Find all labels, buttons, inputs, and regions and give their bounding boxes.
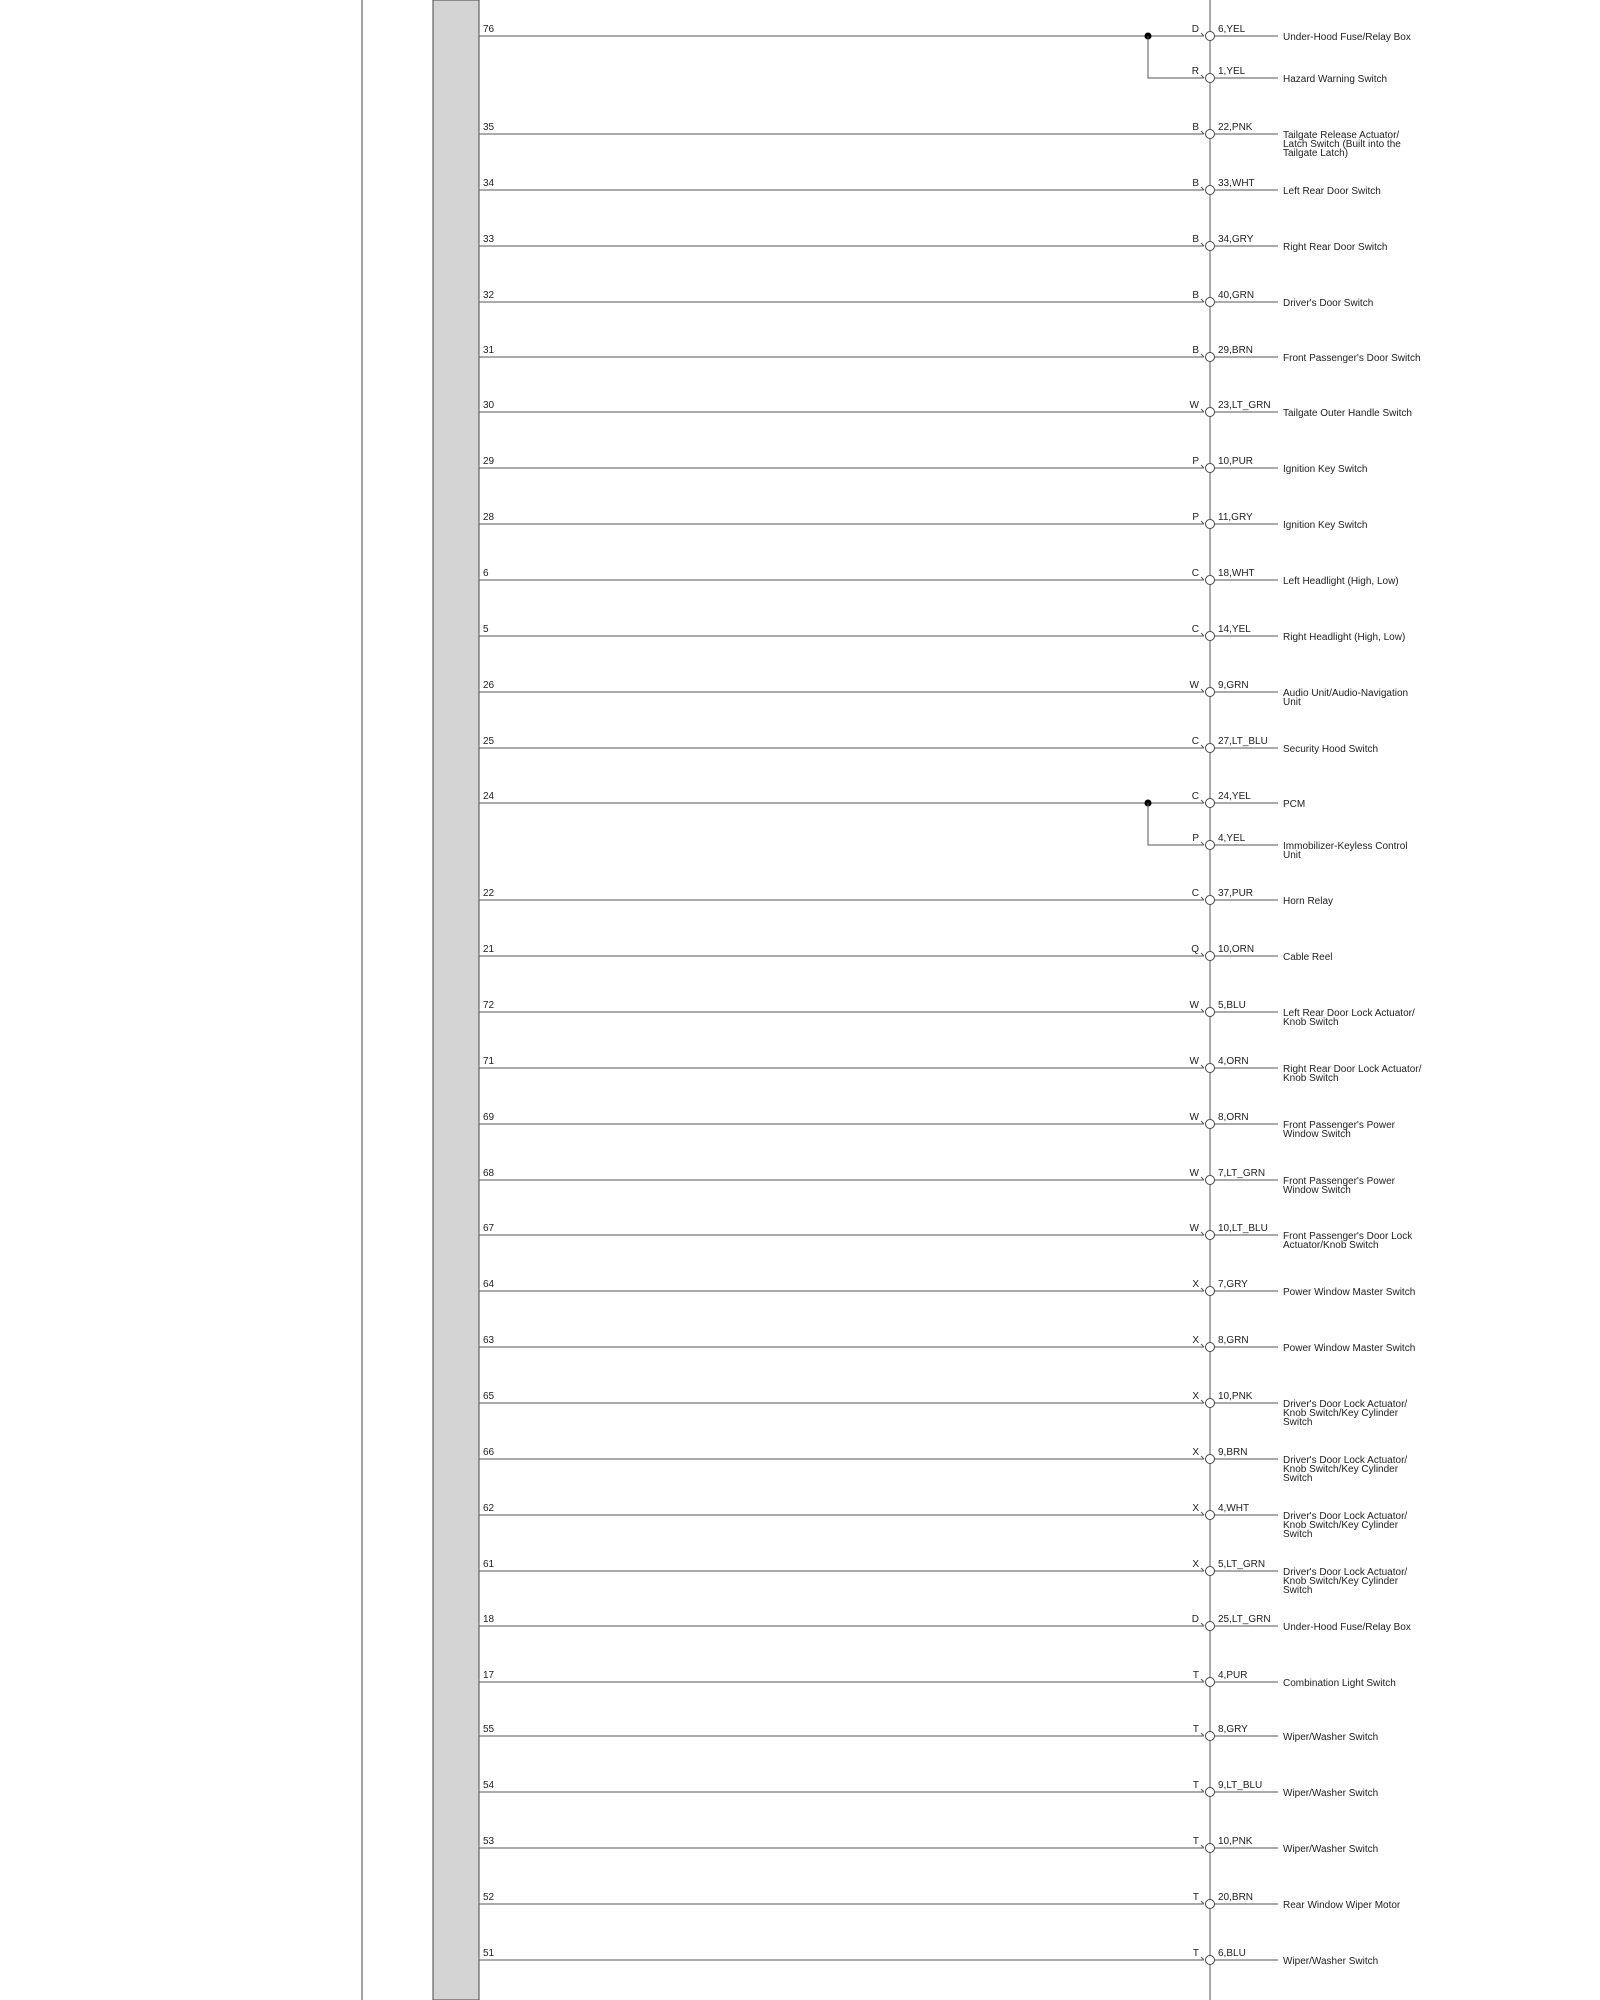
connector-letter: X xyxy=(1192,1447,1199,1458)
destination-line: Wiper/Washer Switch xyxy=(1283,1844,1379,1855)
wire-row xyxy=(479,1000,1415,1028)
connector-letter: D xyxy=(1191,24,1199,35)
connector-letter: C xyxy=(1191,736,1199,747)
destination-line: Driver's Door Switch xyxy=(1283,298,1374,309)
wire-label: 37,PUR xyxy=(1218,888,1254,899)
connector-letter: X xyxy=(1192,1559,1199,1570)
destination-line: Front Passenger's Power xyxy=(1283,1120,1395,1131)
connector-letter: W xyxy=(1189,400,1199,411)
destination-line: Wiper/Washer Switch xyxy=(1283,1732,1379,1743)
connector-letter: D xyxy=(1191,1614,1199,1625)
wire-row xyxy=(479,944,1332,963)
terminal-circle xyxy=(1206,1455,1215,1464)
pin-number: 72 xyxy=(483,1000,495,1011)
terminal-circle xyxy=(1206,1622,1215,1631)
destination-label xyxy=(1283,74,1387,85)
wire-row xyxy=(479,1670,1396,1689)
wire-row xyxy=(479,1112,1396,1140)
destination-line: Ignition Key Switch xyxy=(1283,520,1368,531)
destination-label xyxy=(1283,1622,1411,1633)
wire-row xyxy=(479,24,1411,43)
pin-number: 66 xyxy=(483,1447,495,1458)
wire-label: 8,GRN xyxy=(1218,1335,1249,1346)
wire-label: 8,GRY xyxy=(1218,1724,1248,1735)
destination-label xyxy=(1283,744,1378,755)
destination-label xyxy=(1283,353,1421,364)
pin-number: 31 xyxy=(483,345,495,356)
wire-label: 7,GRY xyxy=(1218,1279,1248,1290)
connector-letter: B xyxy=(1192,122,1199,133)
destination-line: Hazard Warning Switch xyxy=(1283,74,1388,85)
destination-label xyxy=(1283,32,1411,43)
connector-letter: C xyxy=(1191,568,1199,579)
destination-line: Switch xyxy=(1283,1473,1313,1484)
wire-row xyxy=(479,568,1399,587)
pin-number: 5 xyxy=(483,624,489,635)
terminal-circle xyxy=(1206,1064,1215,1073)
wire-row xyxy=(479,624,1405,643)
destination-label xyxy=(1283,1399,1407,1428)
wire-label: 40,GRN xyxy=(1218,290,1255,301)
destination-label xyxy=(1283,688,1408,708)
wire-label: 4,PUR xyxy=(1218,1670,1248,1681)
pin-number: 18 xyxy=(483,1614,495,1625)
destination-line: Front Passenger's Door Switch xyxy=(1283,353,1421,364)
terminal-circle xyxy=(1206,353,1215,362)
wire-row xyxy=(479,1780,1378,1799)
wire-row xyxy=(479,1614,1411,1633)
wire-row xyxy=(479,1724,1378,1743)
destination-label xyxy=(1283,1788,1378,1799)
destination-line: Left Rear Door Switch xyxy=(1283,186,1381,197)
destination-line: Cable Reel xyxy=(1283,952,1333,963)
destination-line: Knob Switch/Key Cylinder xyxy=(1283,1408,1399,1419)
wire-row xyxy=(479,1836,1378,1855)
destination-line: Rear Window Wiper Motor xyxy=(1283,1900,1401,1911)
connector-letter: X xyxy=(1192,1279,1199,1290)
destination-line: Unit xyxy=(1283,697,1301,708)
destination-line: Wiper/Washer Switch xyxy=(1283,1788,1379,1799)
connector-letter: P xyxy=(1192,833,1199,844)
pin-number: 65 xyxy=(483,1391,495,1402)
wire-row xyxy=(479,736,1378,755)
wire-row xyxy=(479,178,1381,197)
wire-row xyxy=(479,512,1368,531)
destination-line: Actuator/Knob Switch xyxy=(1283,1240,1379,1251)
wire-row xyxy=(479,791,1305,810)
terminal-circle xyxy=(1206,1511,1215,1520)
destination-line: Wiper/Washer Switch xyxy=(1283,1956,1379,1967)
pin-number: 32 xyxy=(483,290,495,301)
wire-row xyxy=(479,1503,1407,1540)
terminal-circle xyxy=(1206,841,1215,850)
pin-number: 28 xyxy=(483,512,495,523)
connector-letter: T xyxy=(1192,1836,1199,1847)
wire-label: 7,LT_GRN xyxy=(1218,1168,1266,1179)
pin-number: 30 xyxy=(483,400,495,411)
pin-number: 67 xyxy=(483,1223,495,1234)
wire-label: 27,LT_BLU xyxy=(1218,736,1268,747)
terminal-circle xyxy=(1206,242,1215,251)
terminal-circle xyxy=(1206,520,1215,529)
wire-label: 10,PNK xyxy=(1218,1836,1253,1847)
wire-label: 33,WHT xyxy=(1218,178,1255,189)
destination-line: Window Switch xyxy=(1283,1185,1351,1196)
terminal-circle xyxy=(1206,298,1215,307)
connector-letter: T xyxy=(1192,1780,1199,1791)
destination-line: Knob Switch xyxy=(1283,1017,1339,1028)
connector-letter: X xyxy=(1192,1391,1199,1402)
pin-number: 29 xyxy=(483,456,495,467)
wire-label: 18,WHT xyxy=(1218,568,1255,579)
destination-label xyxy=(1283,242,1387,253)
destination-line: Knob Switch/Key Cylinder xyxy=(1283,1520,1399,1531)
wire-row xyxy=(479,1559,1407,1596)
pin-number: 68 xyxy=(483,1168,495,1179)
connector-letter: C xyxy=(1191,791,1199,802)
destination-line: Left Rear Door Lock Actuator/ xyxy=(1283,1008,1415,1019)
wire-row xyxy=(479,1056,1422,1084)
terminal-circle xyxy=(1206,799,1215,808)
wire-row xyxy=(479,400,1412,419)
connector-letter: T xyxy=(1192,1948,1199,1959)
destination-line: Knob Switch/Key Cylinder xyxy=(1283,1464,1399,1475)
terminal-circle xyxy=(1206,1732,1215,1741)
wire-label: 9,GRN xyxy=(1218,680,1249,691)
terminal-circle xyxy=(1206,464,1215,473)
wire-row xyxy=(479,680,1408,708)
destination-label xyxy=(1283,1176,1396,1196)
terminal-circle xyxy=(1206,1567,1215,1576)
wire-row xyxy=(479,456,1368,475)
wire-row xyxy=(479,1948,1378,1967)
destination-line: Horn Relay xyxy=(1283,896,1334,907)
destination-line: Right Rear Door Switch xyxy=(1283,242,1388,253)
destination-line: Driver's Door Lock Actuator/ xyxy=(1283,1455,1408,1466)
terminal-circle xyxy=(1206,576,1215,585)
destination-label xyxy=(1283,1678,1396,1689)
wire-label: 24,YEL xyxy=(1218,791,1251,802)
connector-letter: X xyxy=(1192,1503,1199,1514)
wire-label: 25,LT_GRN xyxy=(1218,1614,1271,1625)
destination-line: Switch xyxy=(1283,1417,1313,1428)
connector-letter: X xyxy=(1192,1335,1199,1346)
terminal-circle xyxy=(1206,896,1215,905)
wire-row xyxy=(479,122,1401,159)
wire-row xyxy=(479,290,1373,309)
pin-number: 33 xyxy=(483,234,495,245)
connector-letter: Q xyxy=(1191,944,1199,955)
wire-row xyxy=(479,1391,1407,1428)
destination-label xyxy=(1283,130,1401,159)
destination-label xyxy=(1283,1231,1413,1251)
wire-label: 34,GRY xyxy=(1218,234,1254,245)
connector-letter: P xyxy=(1192,512,1199,523)
terminal-circle xyxy=(1206,1844,1215,1853)
destination-label xyxy=(1283,799,1305,810)
wire-row xyxy=(479,1279,1415,1298)
connector-letter: C xyxy=(1191,888,1199,899)
terminal-circle xyxy=(1206,1008,1215,1017)
destination-line: Power Window Master Switch xyxy=(1283,1287,1416,1298)
destination-line: PCM xyxy=(1283,799,1306,810)
destination-line: Right Rear Door Lock Actuator/ xyxy=(1283,1064,1422,1075)
terminal-circle xyxy=(1206,130,1215,139)
wire-label: 9,LT_BLU xyxy=(1218,1780,1263,1791)
pin-number: 71 xyxy=(483,1056,495,1067)
wire-rows xyxy=(479,24,1422,1967)
destination-line: Security Hood Switch xyxy=(1283,744,1379,755)
wire-row xyxy=(1148,803,1407,861)
wire-row xyxy=(479,234,1387,253)
wire-label: 10,ORN xyxy=(1218,944,1255,955)
connector-letter: P xyxy=(1192,456,1199,467)
wire-row xyxy=(479,345,1421,364)
destination-line: Unit xyxy=(1283,850,1301,861)
connector-letter: W xyxy=(1189,1223,1199,1234)
terminal-circle xyxy=(1206,632,1215,641)
terminal-circle xyxy=(1206,32,1215,41)
terminal-circle xyxy=(1206,688,1215,697)
wire-row xyxy=(479,1335,1415,1354)
connector-letter: W xyxy=(1189,1056,1199,1067)
connector-letter: B xyxy=(1192,345,1199,356)
wire-label: 9,BRN xyxy=(1218,1447,1248,1458)
destination-line: Ignition Key Switch xyxy=(1283,464,1368,475)
destination-line: Power Window Master Switch xyxy=(1283,1343,1416,1354)
destination-line: Front Passenger's Door Lock xyxy=(1283,1231,1413,1242)
wire-label: 14,YEL xyxy=(1218,624,1251,635)
pin-number: 22 xyxy=(483,888,495,899)
pin-number: 21 xyxy=(483,944,495,955)
terminal-circle xyxy=(1206,1399,1215,1408)
connector-letter: W xyxy=(1189,1112,1199,1123)
wire-label: 4,YEL xyxy=(1218,833,1246,844)
pin-number: 34 xyxy=(483,178,495,189)
wire-label: 20,BRN xyxy=(1218,1892,1254,1903)
destination-line: Driver's Door Lock Actuator/ xyxy=(1283,1511,1408,1522)
destination-label xyxy=(1283,1120,1396,1140)
wire-label: 1,YEL xyxy=(1218,66,1246,77)
terminal-circle xyxy=(1206,74,1215,83)
pin-number: 52 xyxy=(483,1892,495,1903)
connector-letter: T xyxy=(1192,1670,1199,1681)
connector-letter: T xyxy=(1192,1892,1199,1903)
destination-line: Knob Switch/Key Cylinder xyxy=(1283,1576,1399,1587)
pin-number: 54 xyxy=(483,1780,495,1791)
terminal-circle xyxy=(1206,1231,1215,1240)
destination-line: Tailgate Release Actuator/ xyxy=(1283,130,1400,141)
wire-label: 29,BRN xyxy=(1218,345,1254,356)
destination-label xyxy=(1283,464,1368,475)
destination-label xyxy=(1283,841,1407,861)
connector-letter: T xyxy=(1192,1724,1199,1735)
connector-letter: C xyxy=(1191,624,1199,635)
pin-number: 69 xyxy=(483,1112,495,1123)
destination-label xyxy=(1283,1844,1378,1855)
destination-line: Under-Hood Fuse/Relay Box xyxy=(1283,1622,1411,1633)
wire-row xyxy=(479,1223,1413,1251)
destination-line: Latch Switch (Built into the xyxy=(1283,139,1401,150)
destination-label xyxy=(1283,1287,1415,1298)
wire-label: 11,GRY xyxy=(1218,512,1253,523)
terminal-circle xyxy=(1206,1176,1215,1185)
destination-line: Front Passenger's Power xyxy=(1283,1176,1395,1187)
destination-label xyxy=(1283,1900,1401,1911)
destination-label xyxy=(1283,576,1399,587)
wire-label: 10,PUR xyxy=(1218,456,1254,467)
wire-label: 8,ORN xyxy=(1218,1112,1249,1123)
destination-line: Left Headlight (High, Low) xyxy=(1283,576,1399,587)
destination-line: Tailgate Outer Handle Switch xyxy=(1283,408,1412,419)
pin-number: 63 xyxy=(483,1335,495,1346)
pin-number: 35 xyxy=(483,122,495,133)
connector-letter: B xyxy=(1192,234,1199,245)
pin-number: 25 xyxy=(483,736,495,747)
destination-label xyxy=(1283,186,1381,197)
wire-row xyxy=(479,1168,1396,1196)
destination-label xyxy=(1283,1511,1407,1540)
connector-letter: W xyxy=(1189,1000,1199,1011)
wire-label: 5,BLU xyxy=(1218,1000,1246,1011)
terminal-circle xyxy=(1206,1343,1215,1352)
pin-number: 17 xyxy=(483,1670,495,1681)
terminal-circle xyxy=(1206,1120,1215,1129)
destination-line: Combination Light Switch xyxy=(1283,1678,1396,1689)
control-unit-block xyxy=(433,0,479,2000)
connector-letter: W xyxy=(1189,1168,1199,1179)
terminal-circle xyxy=(1206,1678,1215,1687)
wire-label: 10,PNK xyxy=(1218,1391,1253,1402)
destination-label xyxy=(1283,408,1412,419)
wire-label: 10,LT_BLU xyxy=(1218,1223,1268,1234)
destination-line: Audio Unit/Audio-Navigation xyxy=(1283,688,1409,699)
destination-line: Driver's Door Lock Actuator/ xyxy=(1283,1399,1408,1410)
connector-letter: W xyxy=(1189,680,1199,691)
destination-line: Knob Switch xyxy=(1283,1073,1339,1084)
terminal-circle xyxy=(1206,744,1215,753)
wire-label: 22,PNK xyxy=(1218,122,1253,133)
terminal-circle xyxy=(1206,408,1215,417)
pin-number: 51 xyxy=(483,1948,495,1959)
connector-letter: B xyxy=(1192,290,1199,301)
terminal-circle xyxy=(1206,952,1215,961)
pin-number: 62 xyxy=(483,1503,495,1514)
pin-number: 55 xyxy=(483,1724,495,1735)
destination-label xyxy=(1283,1732,1378,1743)
wire-label: 6,YEL xyxy=(1218,24,1246,35)
terminal-circle xyxy=(1206,1900,1215,1909)
destination-label xyxy=(1283,896,1333,907)
pin-number: 53 xyxy=(483,1836,495,1847)
destination-label xyxy=(1283,1064,1422,1084)
wire-row xyxy=(479,888,1333,907)
wire-label: 6,BLU xyxy=(1218,1948,1246,1959)
destination-line: Under-Hood Fuse/Relay Box xyxy=(1283,32,1411,43)
terminal-circle xyxy=(1206,1956,1215,1965)
pin-number: 6 xyxy=(483,568,489,579)
destination-label xyxy=(1283,1956,1378,1967)
destination-line: Window Switch xyxy=(1283,1129,1351,1140)
pin-number: 24 xyxy=(483,791,495,802)
destination-line: Driver's Door Lock Actuator/ xyxy=(1283,1567,1408,1578)
wire-label: 23,LT_GRN xyxy=(1218,400,1271,411)
destination-line: Switch xyxy=(1283,1529,1313,1540)
wire-label: 4,WHT xyxy=(1218,1503,1250,1514)
destination-label xyxy=(1283,1567,1407,1596)
wire-label: 5,LT_GRN xyxy=(1218,1559,1266,1570)
pin-number: 64 xyxy=(483,1279,495,1290)
destination-label xyxy=(1283,1455,1407,1484)
connector-letter: B xyxy=(1192,178,1199,189)
wire-row xyxy=(479,1447,1407,1484)
destination-label xyxy=(1283,520,1368,531)
terminal-circle xyxy=(1206,1287,1215,1296)
destination-label xyxy=(1283,1343,1415,1354)
destination-label xyxy=(1283,298,1373,309)
destination-line: Immobilizer-Keyless Control xyxy=(1283,841,1408,852)
destination-label xyxy=(1283,952,1332,963)
terminal-circle xyxy=(1206,186,1215,195)
pin-number: 26 xyxy=(483,680,495,691)
destination-line: Right Headlight (High, Low) xyxy=(1283,632,1406,643)
wire-row xyxy=(479,1892,1401,1911)
terminal-circle xyxy=(1206,1788,1215,1797)
connector-letter: R xyxy=(1191,66,1199,77)
wire-label: 4,ORN xyxy=(1218,1056,1249,1067)
pin-number: 76 xyxy=(483,24,495,35)
pin-number: 61 xyxy=(483,1559,495,1570)
destination-line: Switch xyxy=(1283,1585,1313,1596)
destination-line: Tailgate Latch) xyxy=(1283,148,1349,159)
wire-row xyxy=(1148,36,1387,85)
destination-label xyxy=(1283,1008,1415,1028)
destination-label xyxy=(1283,632,1405,643)
